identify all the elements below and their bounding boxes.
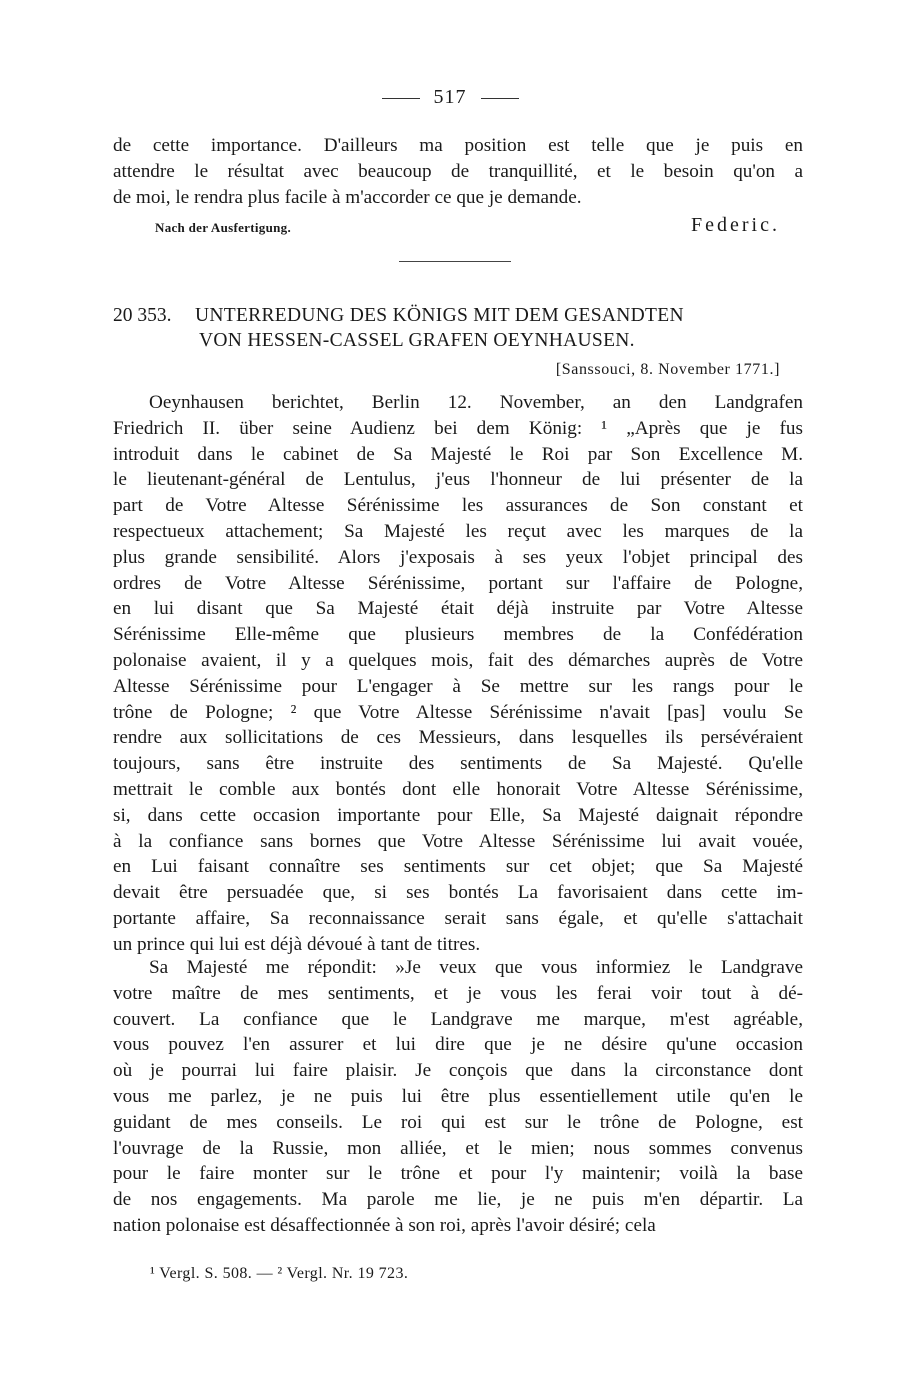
- footnotes: ¹ Vergl. S. 508. — ² Vergl. Nr. 19 723.: [150, 1265, 409, 1282]
- text-line: mettrait le comble aux bontés dont elle honorait Votre Altesse Sérénissime,: [113, 778, 803, 800]
- text-line: guidant de mes conseils. Le roi qui est sur le trône de Pologne, est: [113, 1111, 803, 1133]
- paragraph-1: [113, 390, 803, 958]
- dateline: [Sanssouci, 8. November 1771.]: [555, 361, 780, 378]
- text-line: attendre le résultat avec beaucoup de tranquillité, et le besoin qu'on a: [113, 160, 803, 182]
- text-line: à la confiance sans bornes que Votre Altesse Sérénissime lui avait vouée,: [113, 830, 803, 852]
- text-line: nation polonaise est désaffectionnée à son roi, après l'avoir désiré; cela: [113, 1214, 656, 1236]
- source-note: Nach der Ausfertigung.: [155, 220, 292, 235]
- signature-row: [155, 214, 780, 238]
- section-divider: [399, 261, 511, 262]
- text-line: où je pourrai lui faire plaisir. Je conçois que dans la circonstance dont: [113, 1060, 803, 1082]
- text-line: vous me parlez, je ne puis lui être plus essentiellement utile qu'en le: [113, 1085, 803, 1107]
- text-line: ordres de Votre Altesse Sérénissime, portant sur l'affaire de Pologne,: [113, 572, 803, 594]
- text-line: toujours, sans être instruite des sentiments de Sa Majesté. Qu'elle: [113, 753, 803, 775]
- heading-line-2: VON HESSEN-CASSEL GRAFEN OEYNHAUSEN.: [199, 330, 635, 351]
- heading-line-1: UNTERREDUNG DES KÖNIGS MIT DEM GESANDTEN: [195, 305, 684, 326]
- top-paragraph: [113, 133, 803, 210]
- page-number: 517: [433, 86, 467, 108]
- text-line: si, dans cette occasion importante pour Elle, Sa Majesté daignait répondre: [113, 804, 803, 826]
- text-line: un prince qui lui est déjà dévoué à tant de titres.: [113, 933, 481, 955]
- text-line: de moi, le rendra plus facile à m'accorder ce que je demande.: [113, 186, 582, 208]
- text-line: portante affaire, Sa reconnaissance serait sans égale, et qu'elle s'attachait: [113, 907, 803, 929]
- text-line: vous pouvez l'en assurer et lui dire que je ne désire qu'une occasion: [113, 1034, 803, 1056]
- text-line: de nos engagements. Ma parole me lie, je ne puis m'en départir. La: [113, 1189, 803, 1211]
- text-line: de cette importance. D'ailleurs ma position est telle que je puis en: [113, 135, 803, 156]
- text-line: votre maître de mes sentiments, et je vous les ferai voir tout à dé-: [113, 982, 803, 1004]
- text-line: l'ouvrage de la Russie, mon alliée, et le mien; nous sommes convenus: [113, 1137, 803, 1159]
- text-line: rendre aux sollicitations de ces Messieurs, dans lesquelles ils persévéraient: [113, 727, 803, 749]
- text-line: en Lui faisant connaître ses sentiments sur cet objet; que Sa Majesté: [113, 856, 803, 878]
- text-line: le lieutenant-général de Lentulus, j'eus l'honneur de lui présenter de la: [113, 469, 803, 491]
- page-header: [0, 86, 900, 116]
- header-rule-right: [481, 98, 519, 99]
- document-number: 20 353.: [113, 305, 172, 326]
- text-line: introduit dans le cabinet de Sa Majesté le Roi par Son Excellence M.: [113, 443, 803, 465]
- text-line: couvert. La confiance que le Landgrave me marque, m'est agréable,: [113, 1008, 803, 1030]
- text-line: Sérénissime Elle-même que plusieurs membres de la Confédération: [113, 624, 803, 646]
- text-line: respectueux attachement; Sa Majesté les reçut avec les marques de la: [113, 520, 803, 542]
- text-line: Sa Majesté me répondit: »Je veux que vous informiez le Landgrave: [149, 957, 803, 978]
- paragraph-2: [113, 955, 803, 1239]
- text-line: pour le faire monter sur le trône et pour l'y maintenir; voilà la base: [113, 1163, 803, 1185]
- text-line: Altesse Sérénissime pour L'engager à Se mettre sur les rangs pour le: [113, 675, 803, 697]
- text-line: en lui disant que Sa Majesté était déjà instruite par Votre Altesse: [113, 598, 803, 620]
- text-line: Oeynhausen berichtet, Berlin 12. November, an den Landgrafen: [149, 392, 803, 413]
- text-line: devait être persuadée que, si ses bontés La favorisaient dans cette im-: [113, 882, 803, 904]
- signature: Federic.: [691, 214, 780, 236]
- header-rule-left: [382, 98, 420, 99]
- text-line: part de Votre Altesse Sérénissime les assurances de Son constant et: [113, 495, 803, 517]
- text-line: trône de Pologne; ² que Votre Altesse Sérénissime n'avait [pas] voulu Se: [113, 701, 803, 723]
- text-line: plus grande sensibilité. Alors j'exposais à ses yeux l'objet principal des: [113, 546, 803, 568]
- text-line: polonaise avaient, il y a quelques mois, fait des démarches auprès de Votre: [113, 649, 803, 671]
- text-line: Friedrich II. über seine Audienz bei dem König: ¹ „Après que je fus: [113, 417, 803, 439]
